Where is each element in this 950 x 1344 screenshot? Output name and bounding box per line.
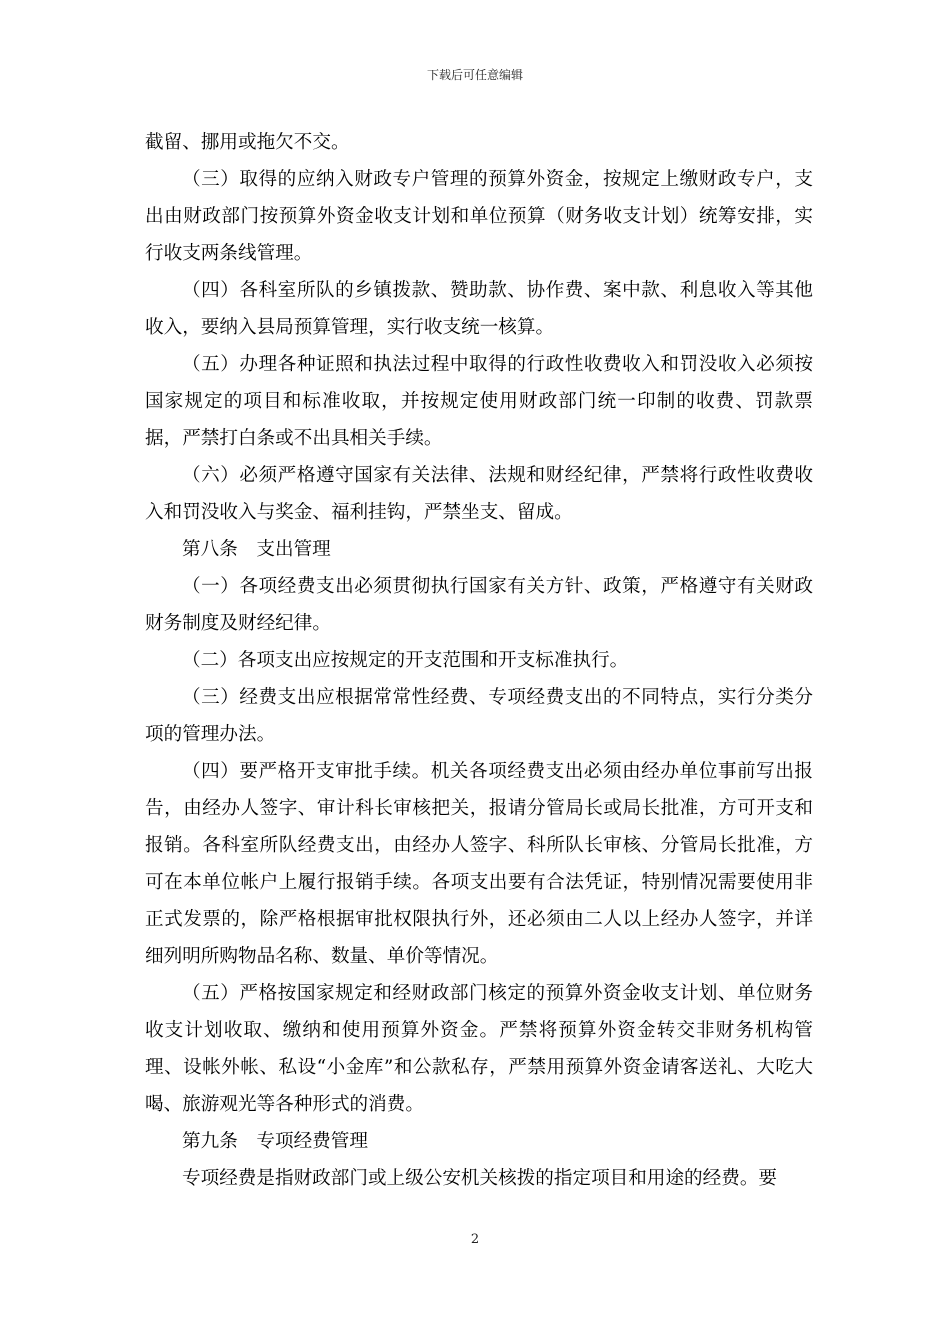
paragraph: （二）各项支出应按规定的开支范围和开支标准执行。: [182, 650, 629, 671]
paragraph-continuation: 截留、挪用或拖欠不交。: [145, 132, 350, 153]
page-header: 下载后可任意编辑: [426, 68, 523, 82]
paragraph: 专项经费是指财政部门或上级公安机关核拨的指定项目和用途的经费。要: [182, 1168, 778, 1189]
paragraph: （五）办理各种证照和执法过程中取得的行政性收费收入和罚没收入必须按国家规定的项目和标准收取，并按规定使用财政部门统一印制的收费、罚款票据，严禁打白条或不出具相关手续。: [145, 354, 813, 449]
section-heading: 第九条 专项经费管理: [182, 1131, 368, 1152]
paragraph: （四）各科室所队的乡镇拨款、赞助款、协作费、案中款、利息收入等其他收入，要纳入县局预算管理，实行收支统一核算。: [145, 280, 813, 338]
paragraph: （五）严格按国家规定和经财政部门核定的预算外资金收支计划、单位财务收支计划收取、缴纳和使用预算外资金。严禁将预算外资金转交非财务机构管理、设帐外帐、私设“小金库”和公款私存，严禁用预算外资金请客送礼、大吃大喝、旅游观光等各种形式的消费。: [145, 983, 813, 1115]
page-number: 2: [470, 1232, 480, 1247]
paragraph: （一）各项经费支出必须贯彻执行国家有关方针、政策，严格遵守有关财政财务制度及财经纪律。: [145, 576, 813, 634]
paragraph: （三）取得的应纳入财政专户管理的预算外资金，按规定上缴财政专户，支出由财政部门按预算外资金收支计划和单位预算（财务收支计划）统筹安排，实行收支两条线管理。: [145, 169, 813, 264]
document-body: [145, 124, 813, 1197]
section-heading: 第八条 支出管理: [182, 539, 331, 560]
paragraph: （四）要严格开支审批手续。机关各项经费支出必须由经办单位事前写出报告，由经办人签字、审计科长审核把关，报请分管局长或局长批准，方可开支和报销。各科室所队经费支出，由经办人签字、科所队长审核、分管局长批准，方可在本单位帐户上履行报销手续。各项支出要有合法凭证，特别情况需要使用非正式发票的，除严格根据审批权限执行外，还必须由二人以上经办人签字，并详细列明所购物品名称、数量、单价等情况。: [145, 761, 813, 967]
paragraph: （六）必须严格遵守国家有关法律、法规和财经纪律，严禁将行政性收费收入和罚没收入与奖金、福利挂钩，严禁坐支、留成。: [145, 465, 813, 523]
paragraph: （三）经费支出应根据常常性经费、专项经费支出的不同特点，实行分类分项的管理办法。: [145, 687, 813, 745]
